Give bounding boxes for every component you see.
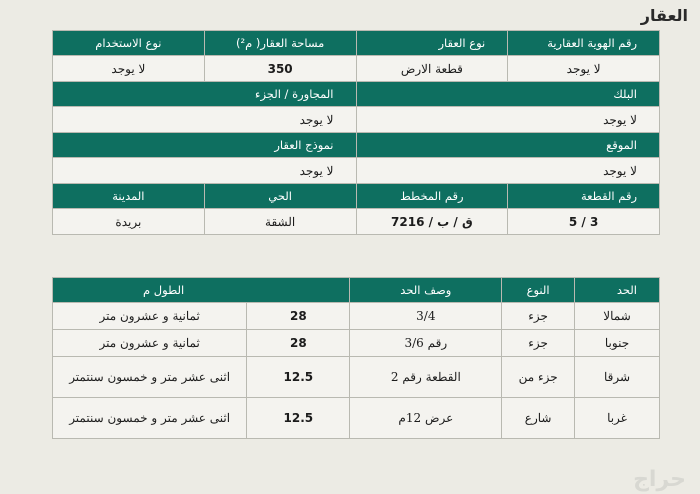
boundary-length-words: اثنى عشر متر و خمسون سنتمتر [53, 357, 247, 398]
boundary-side: شمالا [575, 303, 660, 330]
watermark-logo: حراج [633, 467, 686, 492]
table-row [53, 357, 660, 398]
header-row-3 [53, 133, 660, 158]
value-neighborhood-part: لا يوجد [53, 107, 357, 133]
boundary-length-words: اثنى عشر متر و خمسون سنتمتر [53, 398, 247, 439]
boundary-length-words: ثمانية و عشرون متر [53, 330, 247, 357]
value-row-2 [53, 107, 660, 133]
boundaries-table [52, 277, 660, 439]
boundary-desc: رقم 3/6 [350, 330, 502, 357]
header-boundary-desc: وصف الحد [350, 278, 502, 303]
boundary-side: جنوبا [575, 330, 660, 357]
value-plan-number: ق / ب / 7216 [356, 209, 508, 235]
table-row [53, 330, 660, 357]
header-row-1 [53, 31, 660, 56]
header-plan-number: رقم المخطط [356, 184, 508, 209]
header-area: مساحة العقار( م²) [204, 31, 356, 56]
value-property-type: قطعة الارض [356, 56, 508, 82]
value-usage-type: لا يوجد [53, 56, 205, 82]
header-block: البلك [356, 82, 660, 107]
header-row-2 [53, 82, 660, 107]
header-row-4 [53, 184, 660, 209]
boundary-length: 28 [247, 330, 350, 357]
value-block: لا يوجد [356, 107, 660, 133]
boundary-type: جزء [502, 303, 575, 330]
header-city: المدينة [53, 184, 205, 209]
page-title: العقار [640, 6, 688, 25]
value-city: بريدة [53, 209, 205, 235]
boundary-length: 12.5 [247, 357, 350, 398]
header-property-model: نموذج العقار [53, 133, 357, 158]
value-location: لا يوجد [356, 158, 660, 184]
value-row-4 [53, 209, 660, 235]
header-location: الموقع [356, 133, 660, 158]
boundary-type: جزء من [502, 357, 575, 398]
boundary-desc: 3/4 [350, 303, 502, 330]
value-plot-number: 3 / 5 [508, 209, 660, 235]
header-plot-number: رقم القطعة [508, 184, 660, 209]
header-type: النوع [502, 278, 575, 303]
header-neighborhood-part: المجاورة / الجزء [53, 82, 357, 107]
value-district: الشقة [204, 209, 356, 235]
header-length: الطول م [53, 278, 350, 303]
boundary-side: غربا [575, 398, 660, 439]
boundaries-header-row [53, 278, 660, 303]
boundary-type: شارع [502, 398, 575, 439]
table-row [53, 398, 660, 439]
header-district: الحي [204, 184, 356, 209]
value-area: 350 [204, 56, 356, 82]
value-row-3 [53, 158, 660, 184]
header-property-id: رقم الهوية العقارية [508, 31, 660, 56]
boundary-length: 28 [247, 303, 350, 330]
property-sheet [52, 30, 660, 439]
boundary-desc: القطعة رقم 2 [350, 357, 502, 398]
boundary-length: 12.5 [247, 398, 350, 439]
property-info-table [52, 30, 660, 235]
boundary-side: شرقا [575, 357, 660, 398]
header-usage-type: نوع الاستخدام [53, 31, 205, 56]
boundary-desc: عرض 12م [350, 398, 502, 439]
boundary-length-words: ثمانية و عشرون متر [53, 303, 247, 330]
value-row-1 [53, 56, 660, 82]
value-property-model: لا يوجد [53, 158, 357, 184]
header-property-type: نوع العقار [356, 31, 508, 56]
header-boundary: الحد [575, 278, 660, 303]
value-property-id: لا يوجد [508, 56, 660, 82]
table-row [53, 303, 660, 330]
boundary-type: جزء [502, 330, 575, 357]
